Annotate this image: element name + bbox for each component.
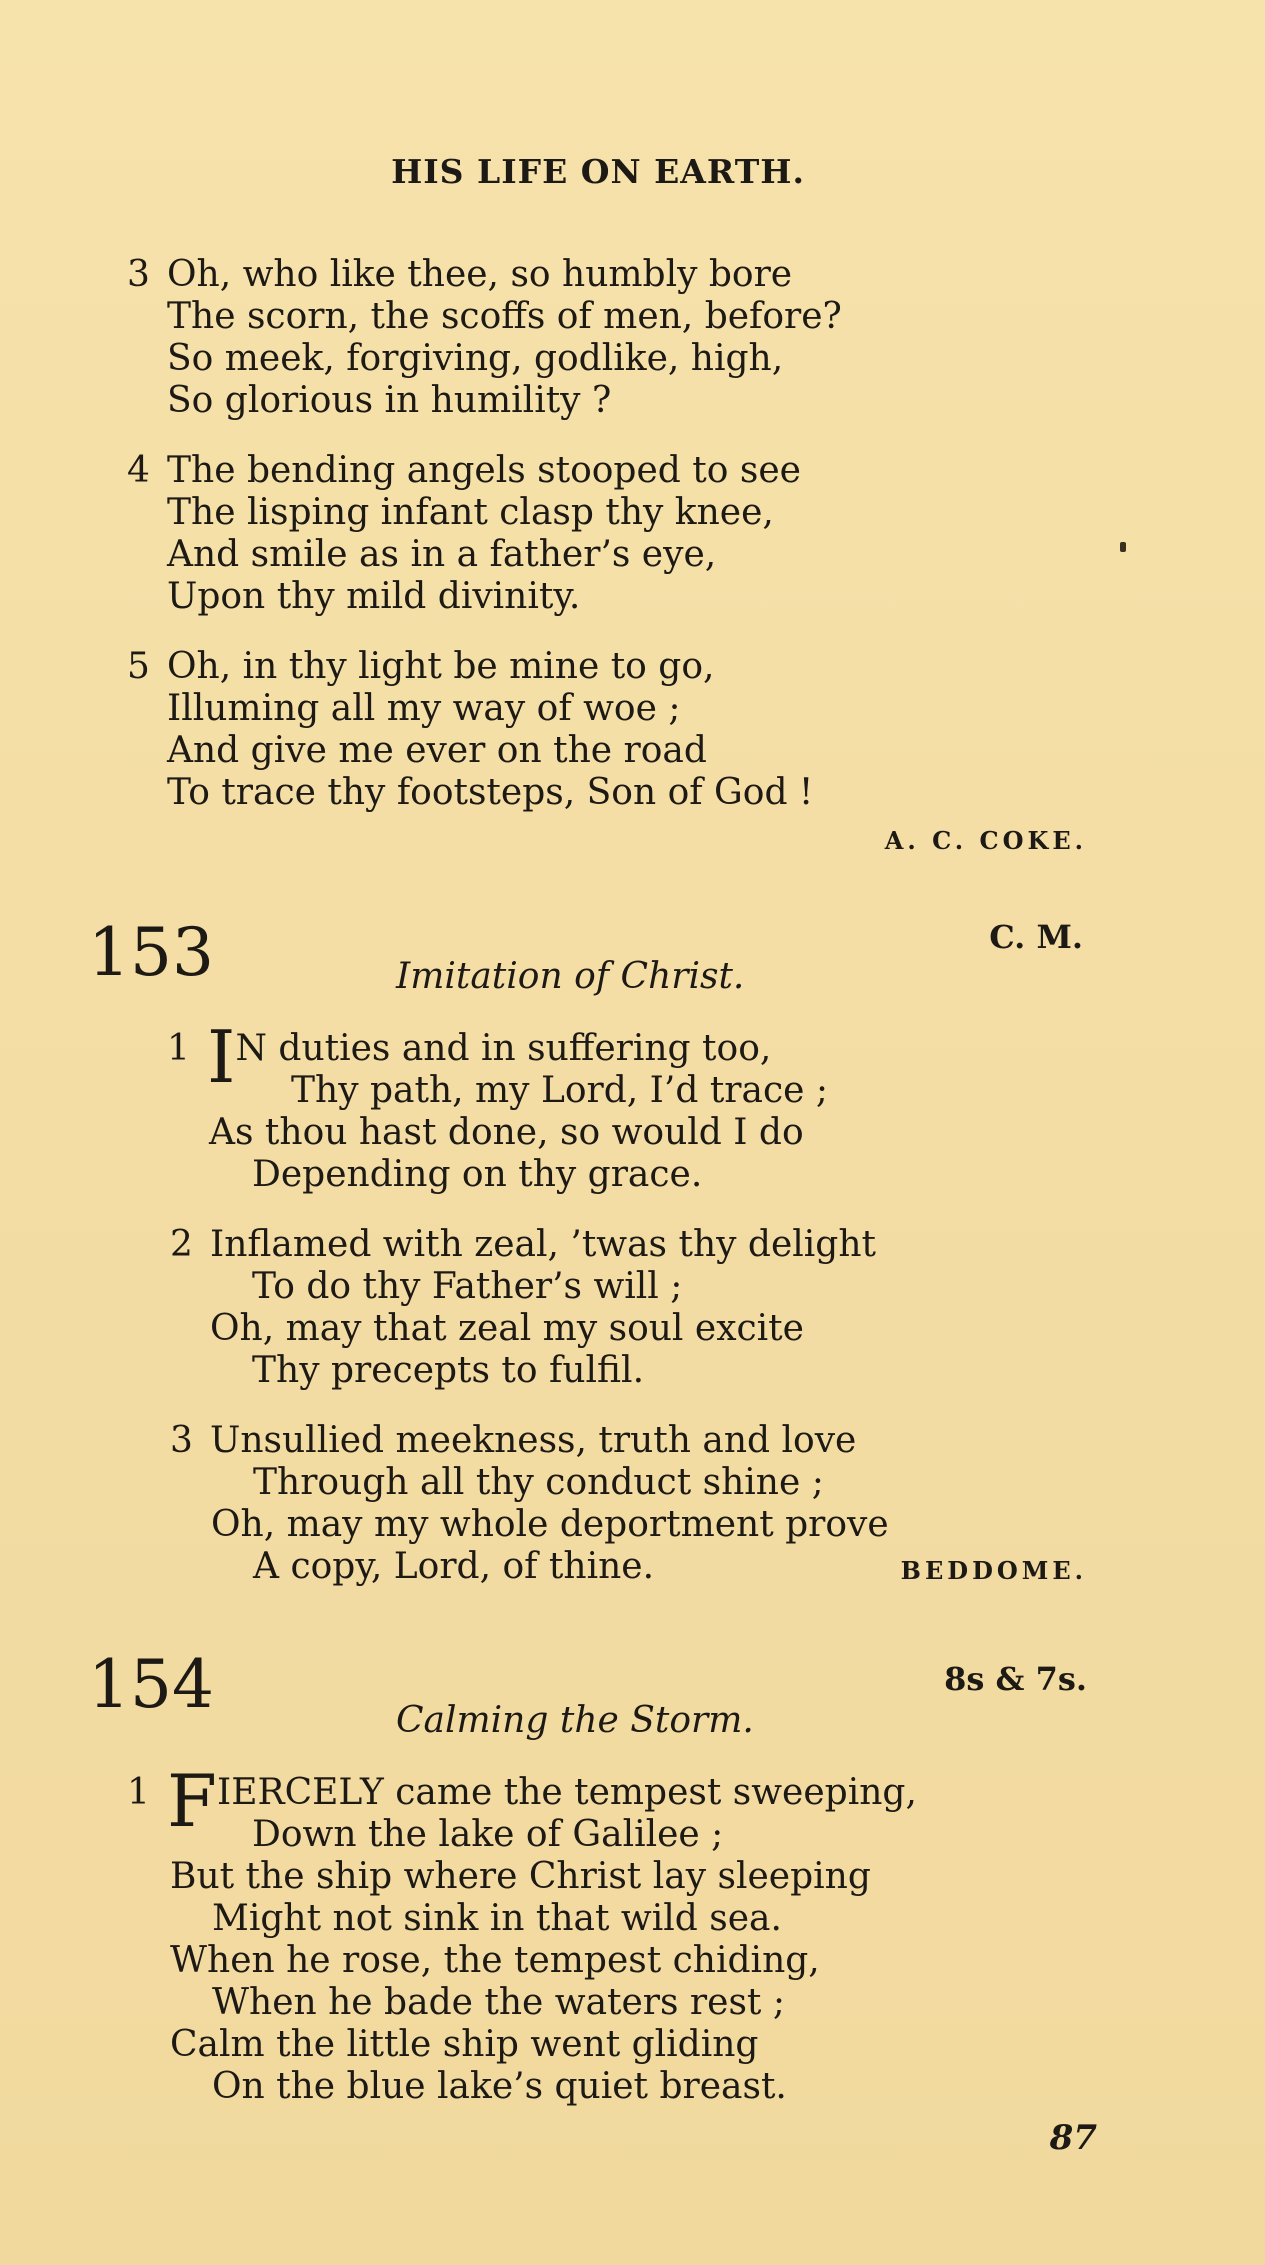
running-head: HIS LIFE ON EARTH.	[391, 152, 805, 191]
page-number: 87	[1049, 2118, 1097, 2158]
stanza-number: 1	[127, 1772, 150, 1813]
stanza-number: 1	[167, 1028, 190, 1069]
stanza-line: And give me ever on the road	[167, 730, 707, 771]
stanza-line: 3 Unsullied meekness, truth and love	[170, 1420, 857, 1461]
hymn-title: Calming the Storm.	[396, 1700, 754, 1741]
stanza-line: Illuming all my way of woe ;	[167, 688, 681, 729]
ink-speck	[1120, 542, 1126, 552]
hymn-meter: C. M.	[989, 918, 1083, 956]
stanza-line: 3 Oh, who like thee, so humbly bore	[127, 254, 793, 295]
hymn-number: 154	[88, 1646, 214, 1723]
drop-cap: I	[207, 1015, 236, 1099]
stanza-line: 1 IN duties and in suffering too,	[167, 1015, 772, 1099]
stanza-number: 3	[127, 254, 150, 295]
stanza-line: When he rose, the tempest chiding,	[170, 1940, 820, 1981]
stanza-line: To trace thy footsteps, Son of God !	[167, 772, 814, 813]
stanza-line: 2 Inflamed with zeal, ’twas thy delight	[170, 1224, 876, 1265]
stanza-line: As thou hast done, so would I do	[209, 1112, 804, 1153]
stanza-line: When he bade the waters rest ;	[212, 1982, 785, 2023]
stanza-number: 5	[127, 646, 150, 687]
stanza-line: On the blue lake’s quiet breast.	[212, 2066, 787, 2107]
hymn-meter: 8s & 7s.	[944, 1660, 1087, 1698]
stanza-line: So glorious in humility ?	[167, 380, 612, 421]
stanza-line: Depending on thy grace.	[252, 1154, 703, 1195]
stanza-line: To do thy Father’s will ;	[252, 1266, 683, 1307]
stanza-line: Thy path, my Lord, I’d trace ;	[291, 1070, 828, 1111]
stanza-line: Through all thy conduct shine ;	[253, 1462, 824, 1503]
stanza-line: And smile as in a father’s eye,	[167, 534, 717, 575]
stanza-line: Oh, may my whole deportment prove	[211, 1504, 889, 1545]
hymn-title: Imitation of Christ.	[396, 956, 745, 997]
stanza-line: Might not sink in that wild sea.	[212, 1898, 782, 1939]
stanza-line: The scorn, the scoffs of men, before?	[167, 296, 842, 337]
stanza-line: Calm the little ship went gliding	[170, 2024, 759, 2065]
stanza-line: But the ship where Christ lay sleeping	[170, 1856, 871, 1897]
stanza-line: A copy, Lord, of thine.	[253, 1546, 655, 1587]
author-attribution: BEDDOME.	[900, 1556, 1087, 1585]
stanza-line: 4 The bending angels stooped to see	[127, 450, 801, 491]
drop-cap: F	[167, 1759, 217, 1843]
stanza-number: 4	[127, 450, 150, 491]
stanza-number: 2	[170, 1224, 193, 1265]
stanza-line: So meek, forgiving, godlike, high,	[167, 338, 784, 379]
stanza-line: Oh, may that zeal my soul excite	[210, 1308, 804, 1349]
stanza-number: 3	[170, 1420, 193, 1461]
hymn-number: 153	[88, 914, 214, 991]
stanza-line: 1 FIERCELY came the tempest sweeping,	[127, 1759, 917, 1843]
stanza-line: Down the lake of Galilee ;	[252, 1814, 724, 1855]
stanza-line: Upon thy mild divinity.	[167, 576, 581, 617]
author-attribution: A. C. COKE.	[884, 826, 1087, 855]
stanza-line: 5 Oh, in thy light be mine to go,	[127, 646, 715, 687]
stanza-line: Thy precepts to fulfil.	[252, 1350, 645, 1391]
stanza-line: The lisping infant clasp thy knee,	[167, 492, 774, 533]
